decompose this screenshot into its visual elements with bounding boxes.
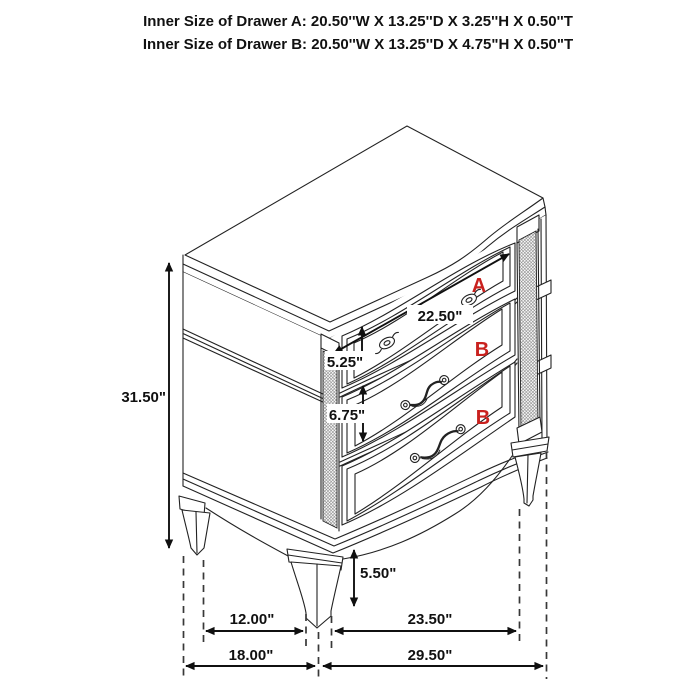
back-left-leg <box>179 496 210 555</box>
drawer-b-middle-tag: B <box>474 339 490 361</box>
dimension-overall-height <box>121 263 169 548</box>
overall-height-label: 31.50" <box>121 389 166 406</box>
front-leg-spacing-label: 23.50" <box>407 611 453 628</box>
overall-width-label: 29.50" <box>407 647 453 664</box>
dimension-side-leg-spacing <box>206 611 303 631</box>
nightstand-drawing <box>179 126 551 628</box>
dimension-overall-width <box>323 647 543 666</box>
overall-depth-label: 18.00" <box>228 647 274 664</box>
dimension-overall-depth <box>186 647 315 666</box>
header <box>143 13 573 53</box>
drawer-a-tag: A <box>471 275 487 297</box>
leg-height-label: 5.50" <box>360 565 397 582</box>
header-drawer-b-size: Inner Size of Drawer B: 20.50''W X 13.25''D X 4.75"H X 0.50"T <box>142 36 574 53</box>
front-right-leg <box>511 437 549 506</box>
header-drawer-a-size: Inner Size of Drawer A: 20.50''W X 13.25''D X 3.25''H X 0.50''T <box>143 13 573 30</box>
side-leg-spacing-label: 12.00" <box>229 611 275 628</box>
drawer-a-height-label: 5.25" <box>326 354 364 371</box>
drawer-width-label: 22.50" <box>417 308 463 325</box>
dimension-leg-height <box>354 550 396 606</box>
front-left-leg <box>287 549 343 628</box>
drawer-b-height-label: 6.75" <box>328 407 366 424</box>
drawer-b-bottom-tag: B <box>475 407 491 429</box>
dimension-front-leg-spacing <box>335 611 516 631</box>
